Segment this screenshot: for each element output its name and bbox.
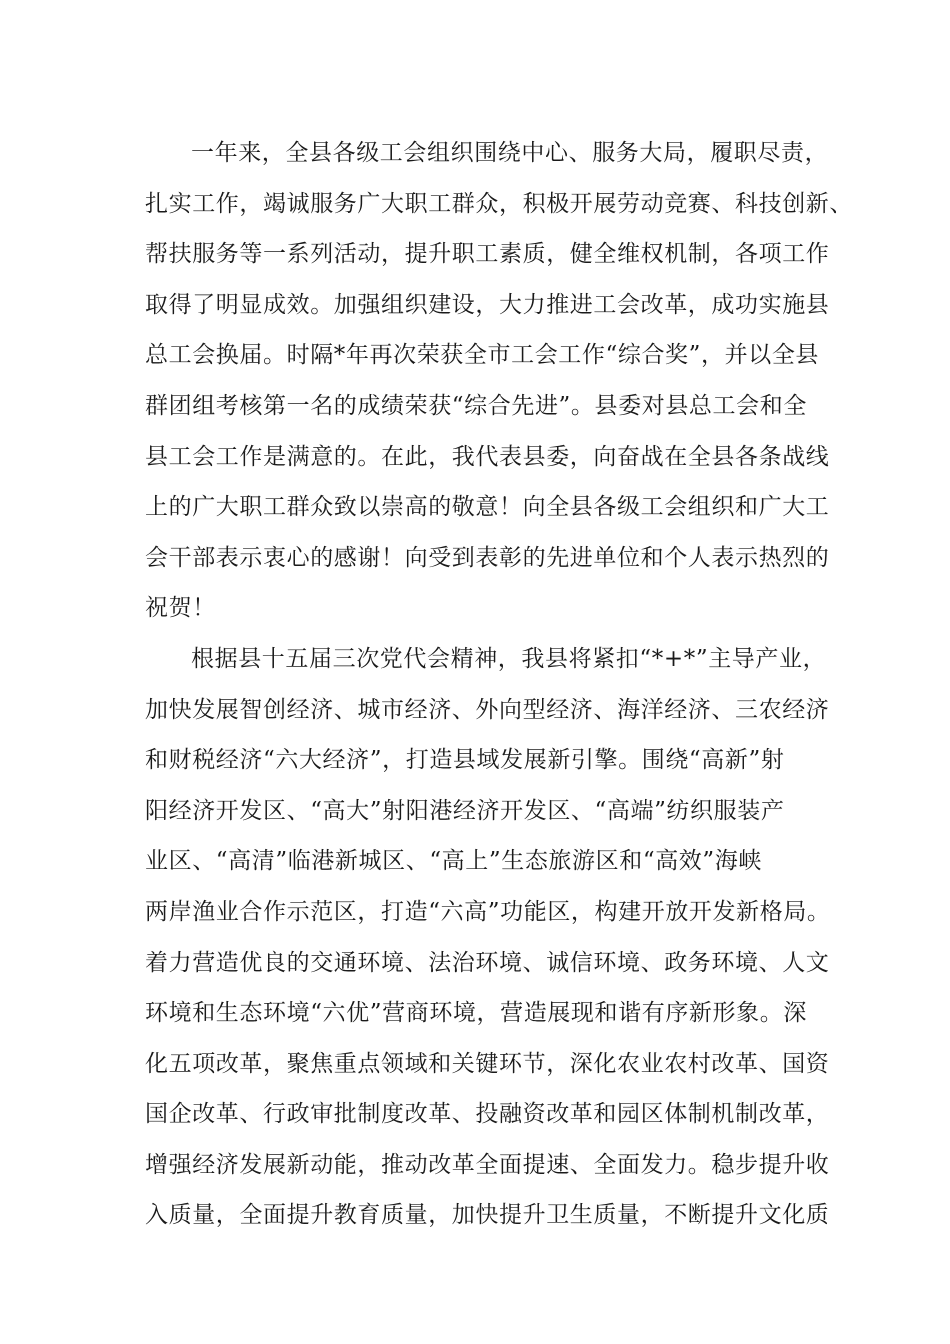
paragraph-line: 总工会换届。时隔*年再次荣获全市工会工作“综合奖”，并以全县: [145, 342, 820, 369]
document-body: [145, 128, 853, 1241]
paragraph-line: 国企改革、行政审批制度改革、投融资改革和园区体制机制改革，: [145, 1101, 830, 1128]
paragraph-line: 扎实工作，竭诚服务广大职工群众，积极开展劳动竞赛、科技创新、: [145, 190, 853, 217]
paragraph-line: 阳经济开发区、“高大”射阳港经济开发区、“高端”纺织服装产: [145, 797, 785, 824]
paragraph-line: 两岸渔业合作示范区，打造“六高”功能区，构建开放开发新格局。: [145, 898, 831, 925]
paragraph-line: 取得了明显成效。加强组织建设，大力推进工会改革，成功实施县: [145, 291, 830, 318]
paragraph-line: 县工会工作是满意的。在此，我代表县委，向奋战在全县各条战线: [145, 443, 830, 470]
paragraph-line: 一年来，全县各级工会组织围绕中心、服务大局，履职尽责，: [191, 140, 829, 166]
paragraph-2: [145, 634, 831, 1241]
paragraph-line: 帮扶服务等一系列活动，提升职工素质，健全维权机制，各项工作: [145, 241, 830, 268]
paragraph-line: 会干部表示衷心的感谢！向受到表彰的先进单位和个人表示热烈的: [145, 544, 830, 571]
paragraph-line: 着力营造优良的交通环境、法治环境、诚信环境、政务环境、人文: [145, 949, 830, 976]
paragraph-line: 群团组考核第一名的成绩荣获“综合先进”。县委对县总工会和全: [145, 392, 807, 419]
paragraph-line: 入质量，全面提升教育质量，加快提升卫生质量，不断提升文化质: [145, 1202, 830, 1229]
paragraph-line: 和财税经济“六大经济”，打造县域发展新引擎。围绕“高新”射: [145, 747, 785, 774]
paragraph-line: 化五项改革，聚焦重点领域和关键环节，深化农业农村改革、国资: [145, 1050, 830, 1077]
paragraph-line: 增强经济发展新动能，推动改革全面提速、全面发力。稳步提升收: [145, 1151, 830, 1178]
paragraph-line: 根据县十五届三次党代会精神，我县将紧扣“*+*”主导产业，: [191, 645, 827, 672]
paragraph-line: 环境和生态环境“六优”营商环境，营造展现和谐有序新形象。深: [145, 1000, 807, 1027]
paragraph-line: 上的广大职工群众致以崇高的敬意！向全县各级工会组织和广大工: [145, 494, 830, 521]
paragraph-line: 祝贺！: [145, 595, 216, 622]
paragraph-1: [145, 128, 853, 634]
paragraph-line: 业区、“高清”临港新城区、“高上”生态旅游区和“高效”海峡: [145, 848, 762, 875]
paragraph-line: 加快发展智创经济、城市经济、外向型经济、海洋经济、三农经济: [145, 696, 830, 723]
